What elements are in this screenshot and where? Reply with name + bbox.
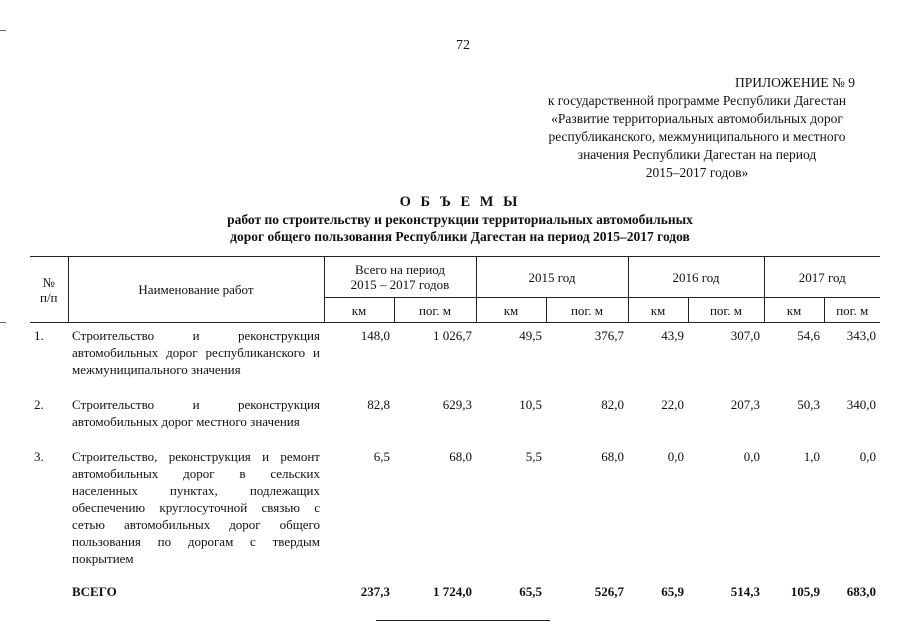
total-value: 683,0 — [846, 584, 876, 599]
table-header-row — [30, 257, 880, 298]
appendix-line: к государственной программе Республики Дагестан — [547, 93, 847, 108]
cell-value: 376,7 — [594, 328, 624, 343]
unit-km: км — [764, 298, 824, 323]
cell-value: 629,3 — [442, 397, 472, 412]
unit-m: пог. м — [394, 298, 476, 323]
row-index: 2. — [34, 397, 44, 412]
column-header-2017: 2017 год — [764, 257, 880, 298]
cell-value: 307,0 — [730, 328, 760, 343]
total-value: 1 724,0 — [433, 584, 472, 599]
cell-value: 207,3 — [730, 397, 760, 412]
heading-subtitle: работ по строительству и реконструкции территориальных автомобильных — [227, 212, 693, 227]
table-row — [30, 392, 880, 430]
unit-km: км — [324, 298, 394, 323]
total-value: 526,7 — [594, 584, 624, 599]
cell-value: 50,3 — [797, 397, 820, 412]
cell-value: 82,0 — [601, 397, 624, 412]
total-value: 237,3 — [360, 584, 390, 599]
cell-value: 0,0 — [859, 449, 876, 464]
document-heading — [180, 194, 740, 245]
cell-value: 43,9 — [661, 328, 684, 343]
page-number: 72 — [456, 38, 470, 53]
unit-m: пог. м — [688, 298, 764, 323]
cell-value: 82,8 — [367, 397, 390, 412]
column-header-name: Наименование работ — [68, 257, 324, 323]
table-row — [30, 323, 880, 379]
works-table — [30, 256, 880, 600]
total-value: 65,5 — [519, 584, 542, 599]
cell-value: 0,0 — [743, 449, 760, 464]
cell-value: 49,5 — [519, 328, 542, 343]
cell-value: 5,5 — [525, 449, 542, 464]
table-total-row — [30, 567, 880, 600]
row-name: Строительство и реконструкция автомобильных дорог местного значения — [72, 397, 320, 429]
cell-value: 343,0 — [846, 328, 876, 343]
total-value: 514,3 — [730, 584, 760, 599]
total-label: ВСЕГО — [72, 584, 117, 599]
cell-value: 22,0 — [661, 397, 684, 412]
unit-km: км — [476, 298, 546, 323]
appendix-line: республиканского, межмуниципального и местного — [548, 129, 846, 144]
unit-km: км — [628, 298, 688, 323]
appendix-line: значения Республики Дагестан на период — [577, 147, 817, 162]
margin-mark — [0, 322, 6, 323]
appendix-title: ПРИЛОЖЕНИЕ № 9 — [734, 75, 855, 90]
unit-m: пог. м — [824, 298, 880, 323]
column-header-total: Всего на период 2015 – 2017 годов — [324, 257, 476, 298]
unit-m: пог. м — [546, 298, 628, 323]
total-value: 105,9 — [790, 584, 820, 599]
cell-value: 1 026,7 — [433, 328, 472, 343]
row-index: 3. — [34, 449, 44, 464]
row-name: Строительство и реконструкция автомобильных дорог республиканского и межмуниципального значения — [72, 328, 320, 377]
column-header-2016: 2016 год — [628, 257, 764, 298]
column-header-number: № п/п — [30, 257, 68, 323]
cell-value: 68,0 — [601, 449, 624, 464]
cell-value: 10,5 — [519, 397, 542, 412]
margin-mark — [0, 30, 6, 31]
row-name: Строительство, реконструкция и ремонт автомобильных дорог в сельских населенных пунктах, подлежащих обеспечению круглосуточной связью с сетью автомобильных дорог общего пользования по дорогам с твердым покрытием — [72, 449, 320, 566]
cell-value: 1,0 — [803, 449, 820, 464]
cell-value: 0,0 — [667, 449, 684, 464]
appendix-block — [517, 74, 877, 182]
heading-title: О Б Ъ Е М Ы — [399, 194, 521, 210]
cell-value: 6,5 — [373, 449, 390, 464]
row-index: 1. — [34, 328, 44, 343]
column-header-2015: 2015 год — [476, 257, 628, 298]
appendix-line: 2015–2017 годов» — [645, 165, 749, 180]
cell-value: 340,0 — [846, 397, 876, 412]
cell-value: 148,0 — [360, 328, 390, 343]
cell-value: 68,0 — [449, 449, 472, 464]
heading-subtitle: дорог общего пользования Республики Дагестан на период 2015–2017 годов — [230, 229, 690, 244]
table-row — [30, 444, 880, 567]
total-value: 65,9 — [661, 584, 684, 599]
cell-value: 54,6 — [797, 328, 820, 343]
appendix-line: «Развитие территориальных автомобильных дорог — [551, 111, 843, 126]
footer-rule — [376, 620, 550, 621]
